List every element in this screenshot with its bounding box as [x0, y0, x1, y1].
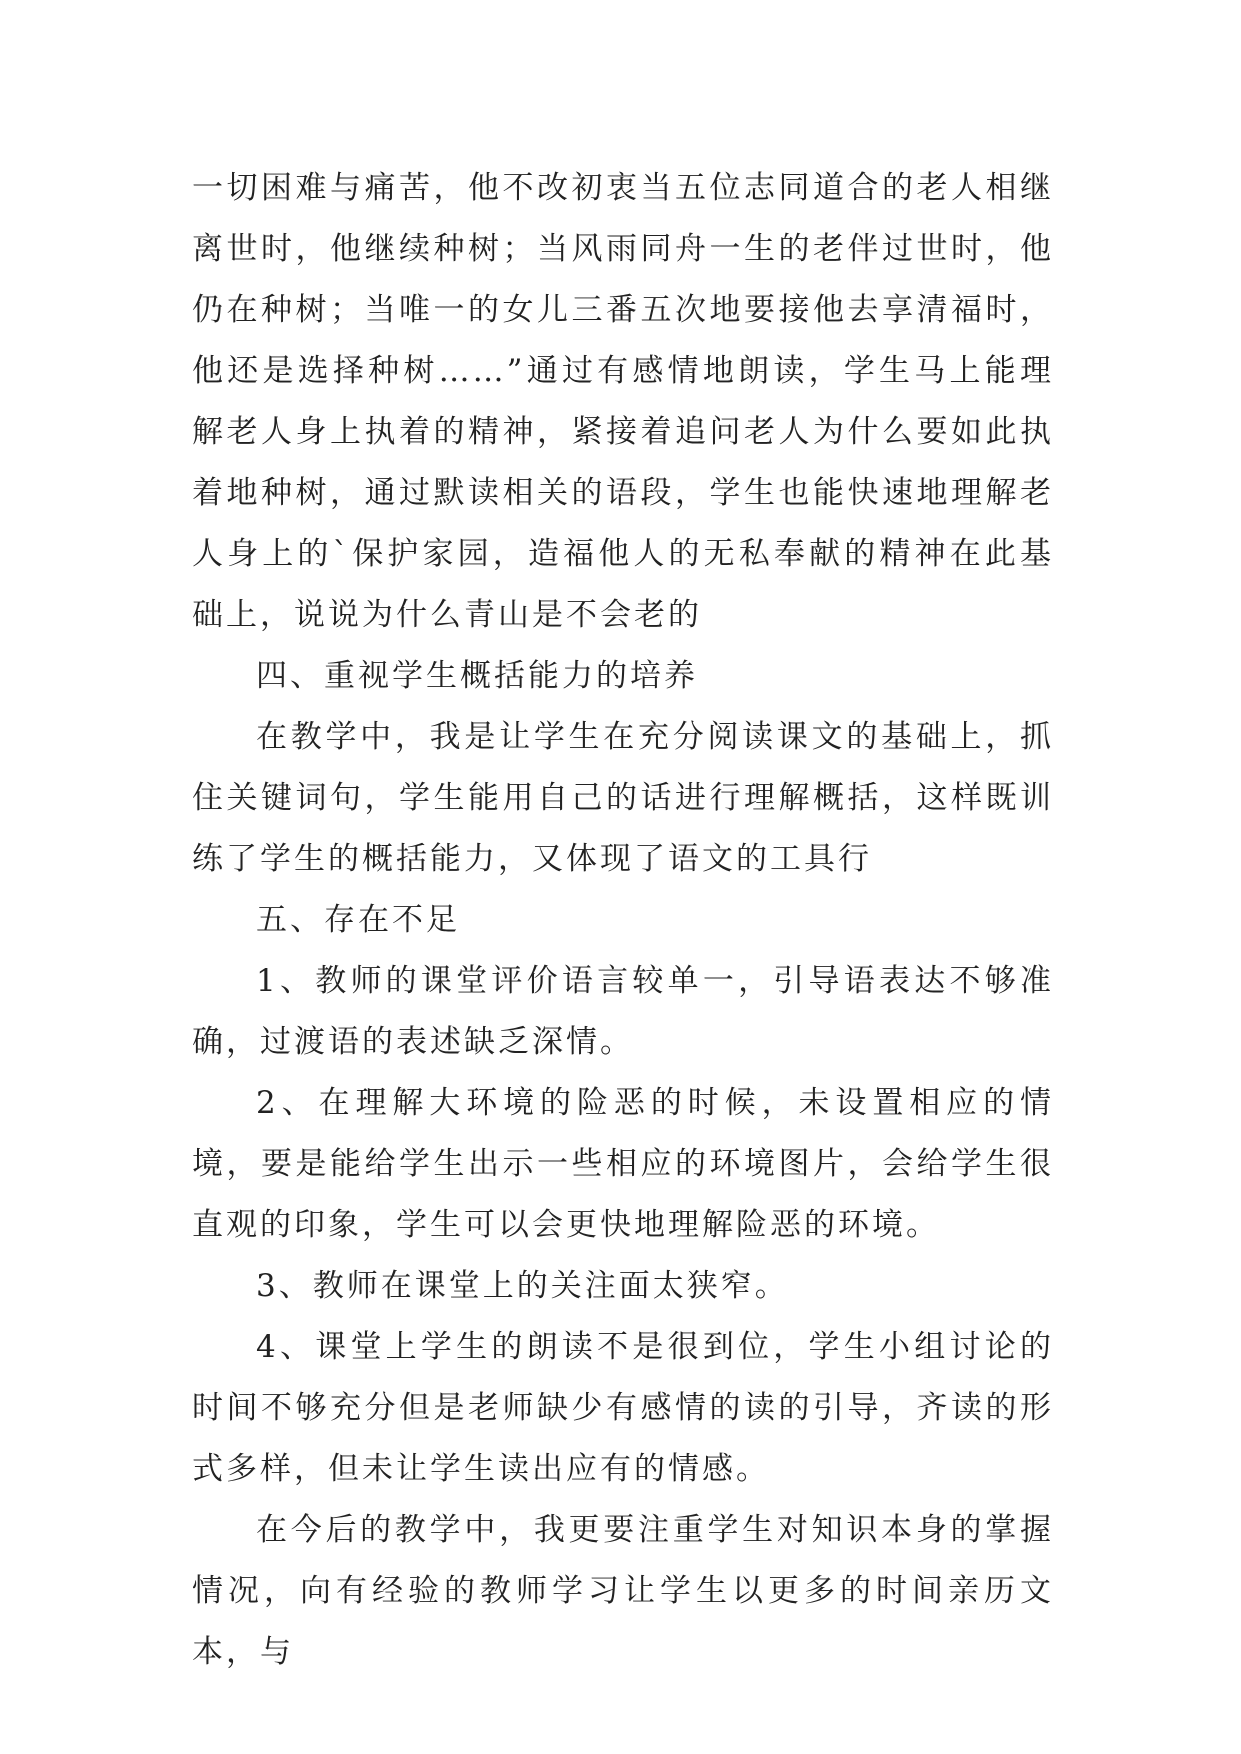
list-item-4: 4、课堂上学生的朗读不是很到位，学生小组讨论的时间不够充分但是老师缺少有感情的读的引导，齐读的形式多样，但未让学生读出应有的情感。 [192, 1329, 1054, 1487]
document-body [192, 158, 1054, 1683]
list-item-3: 3、教师在课堂上的关注面太狭窄。 [256, 1268, 789, 1304]
list-item-2: 2、在理解大环境的险恶的时候，未设置相应的情境，要是能给学生出示一些相应的环境图片，会给学生很直观的印象，学生可以会更快地理解险恶的环境。 [192, 1085, 1054, 1243]
paragraph-future: 在今后的教学中，我更要注重学生对知识本身的掌握情况，向有经验的教师学习让学生以更多的时间亲历文本，与 [192, 1512, 1054, 1670]
section-heading-four: 四、重视学生概括能力的培养 [256, 658, 698, 694]
section-heading-five: 五、存在不足 [256, 902, 460, 938]
list-item-1: 1、教师的课堂评价语言较单一，引导语表达不够准确，过渡语的表述缺乏深情。 [192, 963, 1054, 1060]
paragraph-teaching: 在教学中，我是让学生在充分阅读课文的基础上，抓住关键词句，学生能用自己的话进行理解概括，这样既训练了学生的概括能力，又体现了语文的工具行 [192, 719, 1054, 877]
paragraph-continued: 一切困难与痛苦，他不改初衷当五位志同道合的老人相继离世时，他继续种树；当风雨同舟一生的老伴过世时，他仍在种树；当唯一的女儿三番五次地要接他去享清福时，他还是选择种树……”通过有感情地朗读，学生马上能理解老人身上执着的精神，紧接着追问老人为什么要如此执着地种树，通过默读相关的语段，学生也能快速地理解老人身上的`保护家园，造福他人的无私奉献的精神在此基础上，说说为什么青山是不会老的 [192, 170, 1054, 633]
